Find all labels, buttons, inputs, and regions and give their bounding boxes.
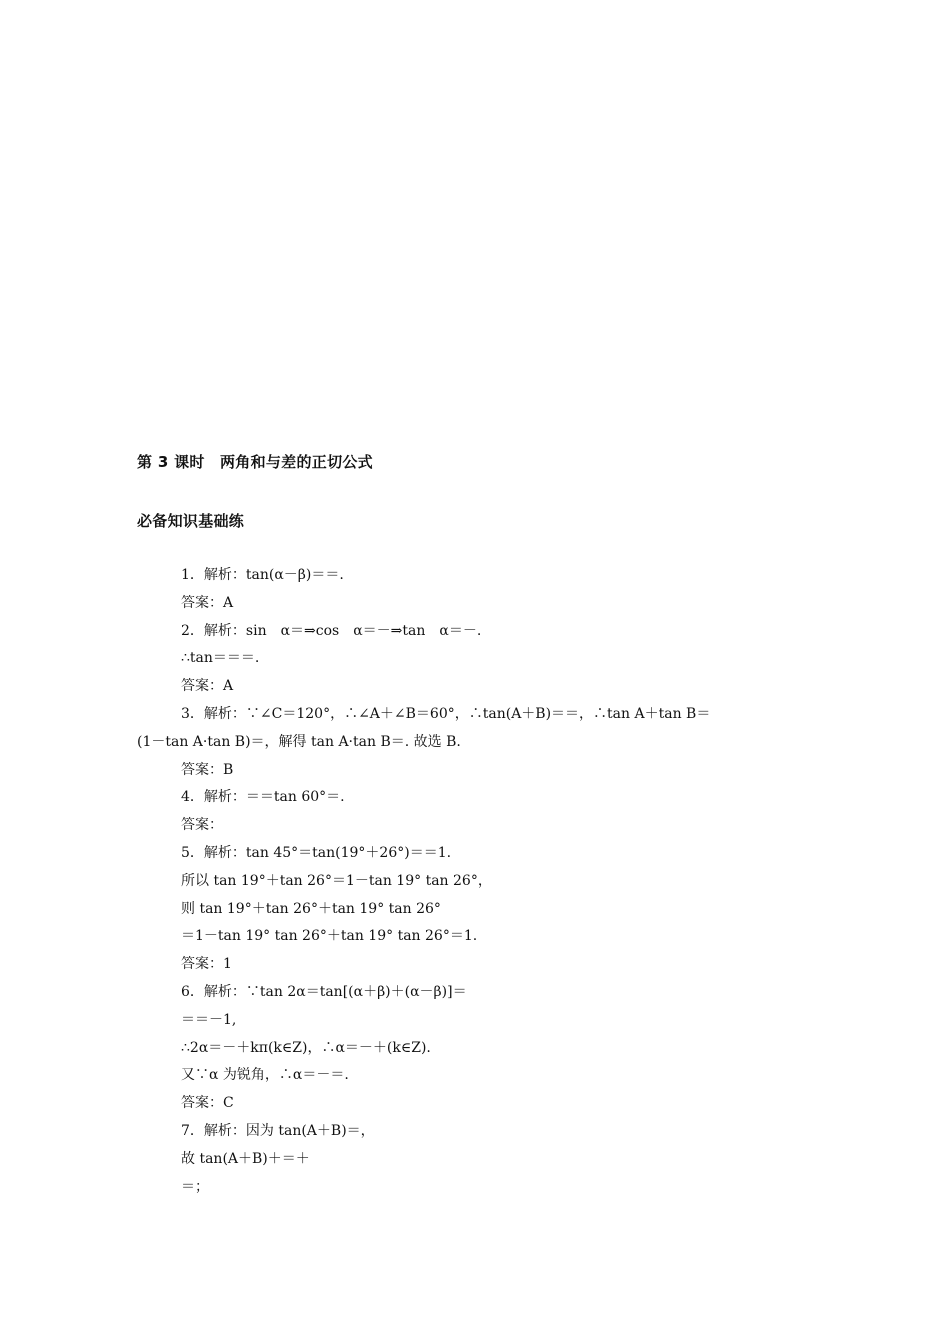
solution-line: 1．解析：tan(α－β)＝＝. xyxy=(181,567,344,583)
section-heading: 必备知识基础练 xyxy=(137,512,245,530)
solution-line: 所以 tan 19°＋tan 26°＝1－tan 19° tan 26°， xyxy=(181,872,492,889)
solution-line: ∴2α＝－＋kπ(k∈Z)，∴α＝－＋(k∈Z). xyxy=(181,1039,431,1056)
solution-line: 答案：A xyxy=(181,594,234,611)
solution-line: 答案：A xyxy=(181,678,234,695)
solution-line: 答案：B xyxy=(181,761,234,778)
solution-line: ＝＝－1, xyxy=(181,1011,237,1028)
solution-line: 又∵α 为锐角，∴α＝－＝. xyxy=(181,1067,349,1084)
solution-line: 故 tan(A＋B)＋＝＋ xyxy=(181,1150,310,1167)
lesson-title: 第 3 课时 两角和与差的正切公式 xyxy=(137,453,373,471)
solution-line: 2．解析：sin α＝⇒cos α＝－⇒tan α＝－. xyxy=(181,622,482,639)
solution-line: ＝1－tan 19° tan 26°＋tan 19° tan 26°＝1. xyxy=(181,928,478,945)
solution-line: 6．解析：∵tan 2α＝tan[(α＋β)＋(α－β)]＝ xyxy=(181,983,467,1000)
solution-line: 则 tan 19°＋tan 26°＋tan 19° tan 26° xyxy=(181,900,441,917)
solution-line: 7．解析：因为 tan(A＋B)＝， xyxy=(181,1122,375,1139)
solution-line: 答案：1 xyxy=(181,956,232,973)
solution-line: 5．解析：tan 45°＝tan(19°＋26°)＝＝1. xyxy=(181,844,452,861)
solution-line: (1－tan A·tan B)＝，解得 tan A·tan B＝. 故选 B. xyxy=(137,733,461,750)
solution-line: 答案：C xyxy=(181,1095,234,1112)
solution-line: 答案： xyxy=(181,817,223,834)
solution-line: 3．解析：∵∠C＝120°，∴∠A＋∠B＝60°，∴tan(A＋B)＝＝，∴tan A＋tan B＝ xyxy=(181,705,711,722)
solution-line: 4．解析：＝＝tan 60°＝. xyxy=(181,789,345,806)
solution-body xyxy=(137,562,827,1201)
solution-line: ∴tan＝＝＝. xyxy=(181,650,260,667)
solution-line: ＝； xyxy=(181,1178,209,1195)
